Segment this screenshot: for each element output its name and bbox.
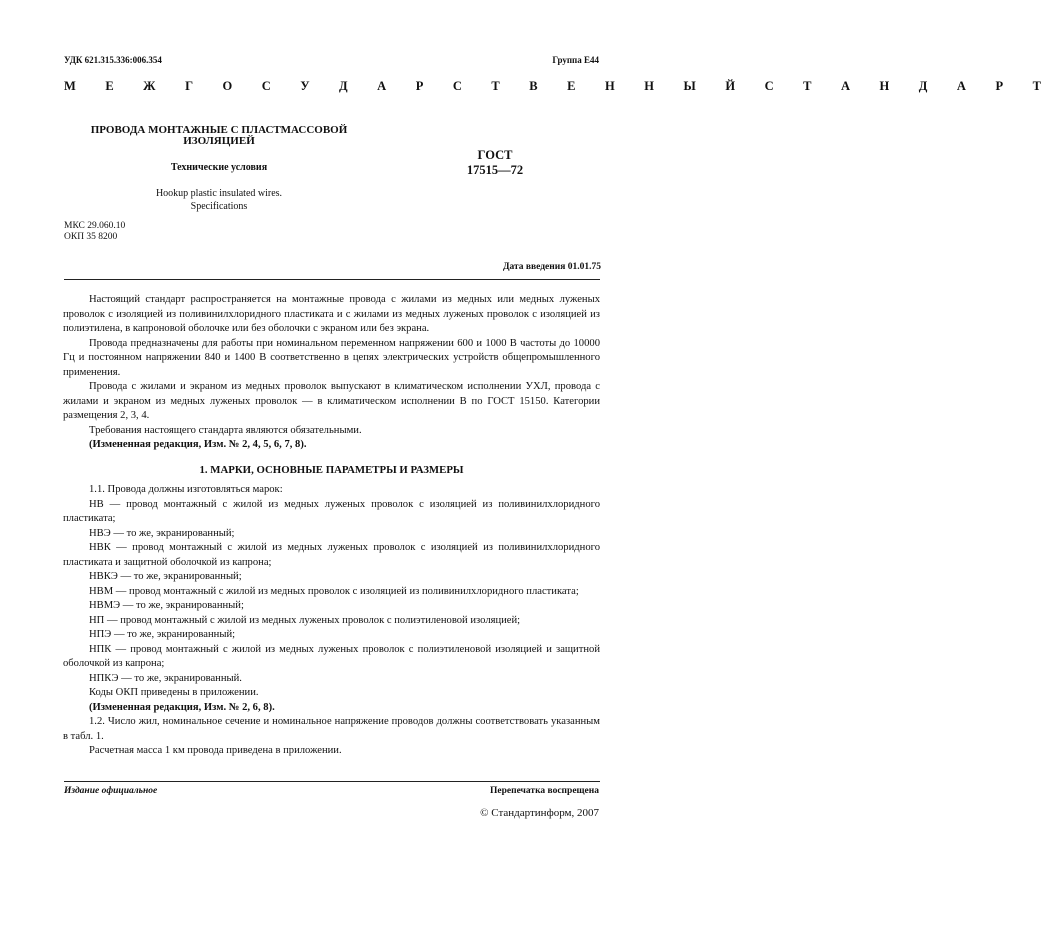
bottom-divider bbox=[64, 781, 600, 782]
brand-nvme: НВМЭ — то же, экранированный; bbox=[89, 600, 244, 611]
section-heading-1: 1. МАРКИ, ОСНОВНЫЕ ПАРАМЕТРЫ И РАЗМЕРЫ bbox=[199, 463, 464, 476]
official-edition-note: Издание официальное bbox=[64, 786, 158, 796]
top-divider bbox=[64, 279, 600, 280]
brand-npe: НПЭ — то же, экранированный; bbox=[89, 629, 236, 640]
effective-date bbox=[503, 262, 601, 272]
effective-date-label: Дата введения bbox=[502, 262, 566, 272]
document-title bbox=[64, 125, 374, 147]
brand-nvm: НВМ — провод монтажный с жилой из медных проволок с изоляцией из поливинилхлоридного пластиката; bbox=[89, 585, 579, 597]
english-title-line-1: Hookup plastic insulated wires. bbox=[155, 188, 283, 199]
revision-note-1: (Измененная редакция, Изм. № 2, 4, 5, 6, 7, 8). bbox=[89, 439, 307, 450]
brand-npk: НПК — провод монтажный с жилой из медных луженых проволок с полиэтиленовой изоляцией и защитной оболочкой из капрона; bbox=[63, 643, 600, 669]
english-title-line-2: Specifications bbox=[190, 201, 248, 212]
okp-codes-note: Коды ОКП приведены в приложении. bbox=[89, 687, 259, 698]
brand-nvk: НВК — провод монтажный с жилой из медных луженых проволок с изоляцией из поливинилхлоридного пластиката и защитной оболочкой из капрона; bbox=[63, 542, 600, 568]
paragraph-purpose: Провода предназначены для работы при номинальном переменном напряжении 600 и 1000 В частоты до 10000 Гц и постоянном напряжении 840 и 1400 В соответственно в цепях электрических устройств общепромышленного применения. bbox=[63, 337, 600, 378]
revision-note-2: (Измененная редакция, Изм. № 2, 6, 8). bbox=[89, 701, 275, 713]
brand-nv: НВ — провод монтажный с жилой из медных луженых проволок с изоляцией из поливинилхлоридного пластиката; bbox=[63, 498, 600, 524]
document-body bbox=[63, 293, 600, 759]
gost-label: ГОСТ bbox=[477, 148, 513, 162]
paragraph-scope: Настоящий стандарт распространяется на монтажные провода с жилами из медных или медных луженых проволок с изоляцией из поливинилхлоридного пластиката и с жилами из медных луженых проволок с изоляцией из полиэтилена, в капроновой оболочке или без оболочки с экраном или без экрана. bbox=[63, 294, 600, 334]
english-title bbox=[64, 187, 374, 213]
paragraph-mandatory: Требования настоящего стандарта являются обязательными. bbox=[89, 424, 362, 436]
paragraph-climate: Провода с жилами и экраном из медных проволок выпускают в климатическом исполнении УХЛ, провода с жилами и экраном из медных луженых проволок — в климатическом исполнении В по ГОСТ 15150. Категории размещения 2, 3, 4. bbox=[63, 381, 600, 421]
title-line-1: ПРОВОДА МОНТАЖНЫЕ С ПЛАСТМАССОВОЙ bbox=[90, 124, 348, 136]
brand-np: НП — провод монтажный с жилой из медных луженых проволок с полиэтиленовой изоляцией; bbox=[89, 614, 521, 626]
effective-date-value: 01.01.75 bbox=[567, 262, 601, 272]
brand-nvke: НВКЭ — то же, экранированный; bbox=[89, 571, 242, 582]
title-line-2: ИЗОЛЯЦИЕЙ bbox=[183, 135, 255, 147]
brand-nve: НВЭ — то же, экранированный; bbox=[89, 527, 235, 539]
udk-code: УДК 621.315.336:006.354 bbox=[64, 55, 162, 65]
mass-note: Расчетная масса 1 км провода приведена в приложении. bbox=[89, 745, 342, 756]
clause-1-2: 1.2. Число жил, номинальное сечение и номинальное напряжение проводов должны соответствовать указанным в табл. 1. bbox=[63, 716, 600, 742]
clause-1-1: 1.1. Провода должны изготовляться марок: bbox=[89, 484, 283, 495]
reprint-prohibited-note: Перепечатка воспрещена bbox=[489, 786, 599, 796]
brand-npke: НПКЭ — то же, экранированный. bbox=[89, 672, 242, 684]
okp-code: ОКП 35 8200 bbox=[64, 232, 118, 242]
classification-codes bbox=[64, 221, 125, 243]
standard-type-band: М Е Ж Г О С У Д А Р С Т В Е Н Н Ы Й С Т А Н Д А Р Т bbox=[64, 79, 1054, 93]
gost-number: 17515—72 bbox=[466, 163, 524, 177]
document-subtitle: Технические условия bbox=[170, 162, 268, 173]
group-code: Группа Е44 bbox=[552, 55, 599, 65]
gost-designation bbox=[455, 148, 535, 178]
mks-code: МКС 29.060.10 bbox=[64, 221, 126, 231]
copyright: © Стандартинформ, 2007 bbox=[480, 807, 599, 819]
